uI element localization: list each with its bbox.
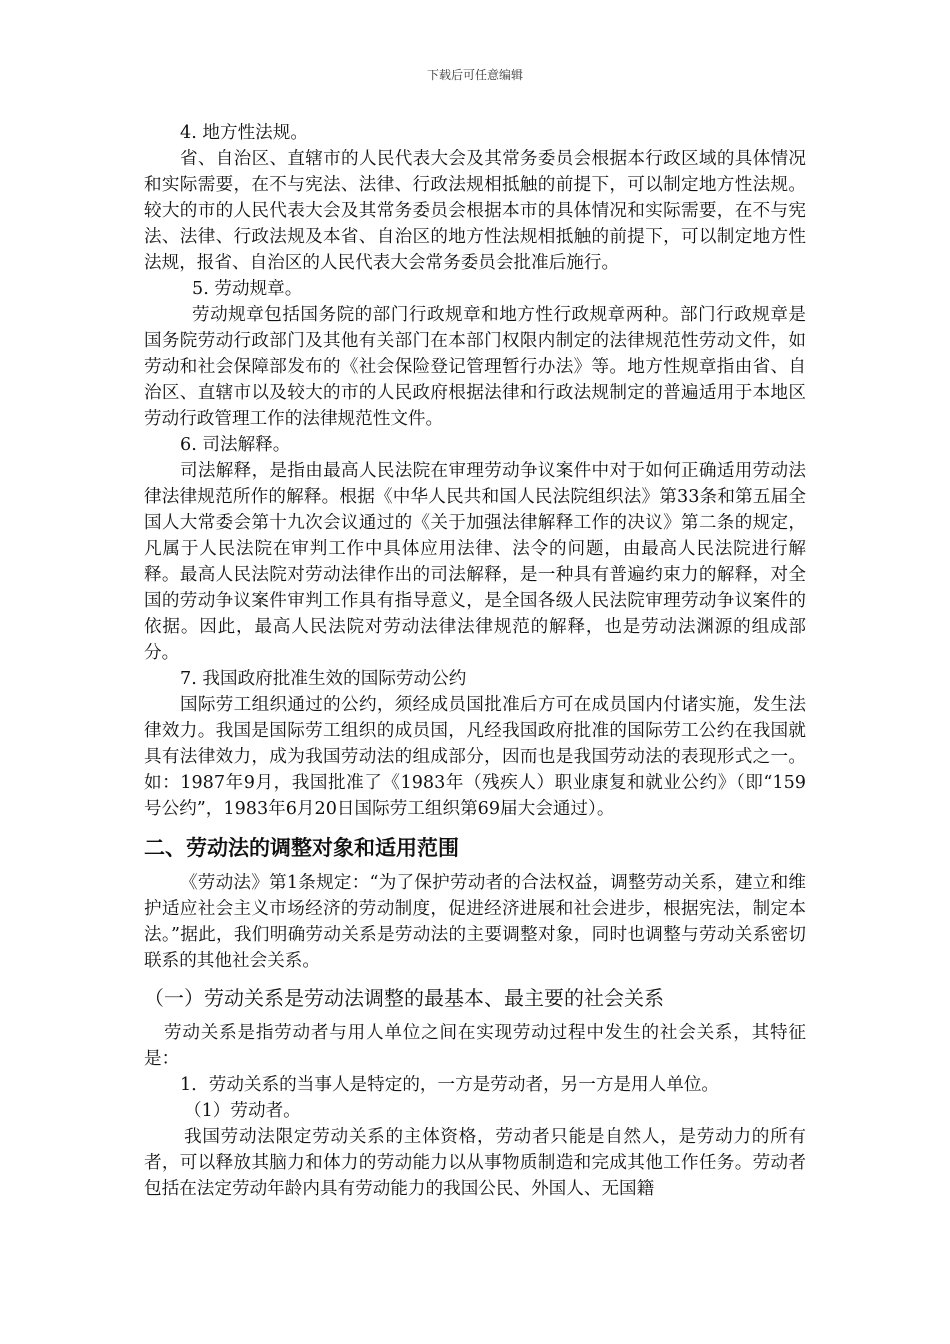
item-heading-5: 5. 劳动规章。 [192,279,303,299]
page-header: 下载后可任意编辑 [426,68,523,82]
paragraph-workers: 我国劳动法限定劳动关系的主体资格，劳动者只能是自然人，是劳动力的所有者，可以释放其脑力和体力的劳动能力以从事物质制造和完成其他工作任务。劳动者包括在法定劳动年龄内具有劳动能力的我国公民、外国人、无国籍 [144,1127,806,1199]
paragraph-point-1: 1．劳动关系的当事人是特定的，一方是劳动者，另一方是用人单位。 [180,1075,720,1095]
subsection-heading: （一）劳动关系是劳动法调整的最基本、最主要的社会关系 [144,986,664,1010]
paragraph-section-intro: 《劳动法》第1条规定：“为了保护劳动者的合法权益，调整劳动关系，建立和维护适应社会主义市场经济的劳动制度，促进经济进展和社会进步，根据宪法，制定本法。”据此，我们明确劳动关系是劳动法的主要调整对象，同时也调整与劳动关系密切联系的其他社会关系。 [144,873,806,971]
paragraph-subpoint-1: （1）劳动者。 [184,1101,301,1121]
item-heading-4: 4. 地方性法规。 [180,123,308,143]
paragraph-judicial-interpretation: 司法解释，是指由最高人民法院在审理劳动争议案件中对于如何正确适用劳动法律法律规范所作的解释。根据《中华人民共和国人民法院组织法》第33条和第五届全国人大常委会第十九次会议通过的《关于加强法律解释工作的决议》第二条的规定，凡属于人民法院在审判工作中具体应用法律、法令的问题，由最高人民法院进行解释。最高人民法院对劳动法律作出的司法解释，是一种具有普遍约束力的解释，对全国的劳动争议案件审判工作具有指导意义，是全国各级人民法院审理劳动争议案件的依据。因此，最高人民法院对劳动法律法律规范的解释，也是劳动法渊源的组成部分。 [144,461,806,663]
section-heading: 二、劳动法的调整对象和适用范围 [144,836,459,860]
paragraph-local-regulations: 省、自治区、直辖市的人民代表大会及其常务委员会根据本行政区域的具体情况和实际需要，在不与宪法、法律、行政法规相抵触的前提下，可以制定地方性法规。较大的市的人民代表大会及其常务委员会根据本市的具体情况和实际需要，在不与宪法、法律、行政法规及本省、自治区的地方性法规相抵触的前提下，可以制定地方性法规，报省、自治区的人民代表大会常务委员会批准后施行。 [144,149,806,273]
paragraph-international-conventions: 国际劳工组织通过的公约，须经成员国批准后方可在成员国内付诸实施，发生法律效力。我国是国际劳工组织的成员国，凡经我国政府批准的国际劳工公约在我国就具有法律效力，成为我国劳动法的组成部分，因而也是我国劳动法的表现形式之一。如：1987年9月，我国批准了《1983年（残疾人）职业康复和就业公约》（即“159号公约”，1983年6月20日国际劳工组织第69届大会通过）。 [144,695,806,819]
paragraph-labor-rules: 劳动规章包括国务院的部门行政规章和地方性行政规章两种。部门行政规章是国务院劳动行政部门及其他有关部门在本部门权限内制定的法律规范性劳动文件，如劳动和社会保障部发布的《社会保险登记管理暂行办法》等。地方性规章指由省、自治区、直辖市以及较大的市的人民政府根据法律和行政法规制定的普遍适用于本地区劳动行政管理工作的法律规范性文件。 [144,305,806,429]
document-body [144,120,806,1202]
item-heading-7: 7. 我国政府批准生效的国际劳动公约 [180,669,467,689]
paragraph-labor-relation-definition: 劳动关系是指劳动者与用人单位之间在实现劳动过程中发生的社会关系，其特征是： [144,1023,806,1069]
item-heading-6: 6. 司法解释。 [180,435,291,455]
